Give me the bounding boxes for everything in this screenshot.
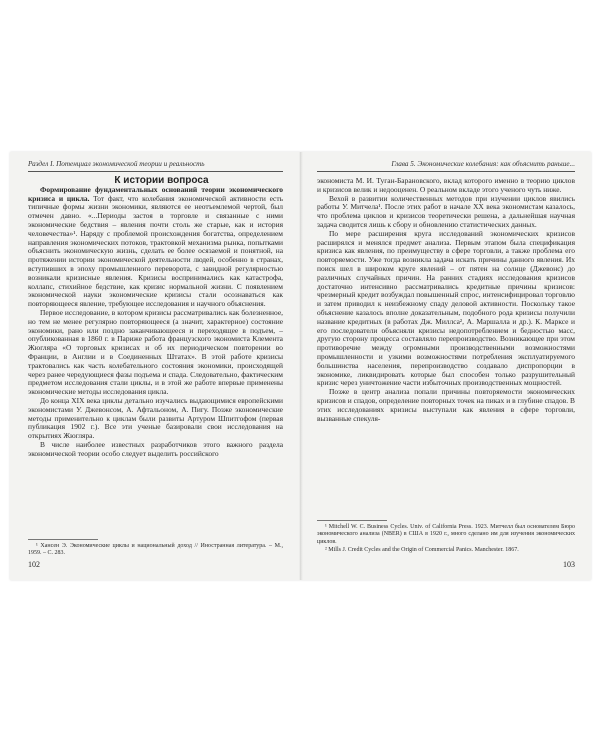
paragraph: Позже в центр анализа попали причины повторяемости экономических кризисов и спадов, определение повторных точек на пиках и в глубине спадов. В этих исследованиях кризисы выступали как явления в сфере торговли, вызванные спекуля- [317, 387, 575, 423]
right-page [303, 152, 591, 580]
running-head-right: Глава 5. Экономические колебания: как объяснить раньше... [391, 160, 575, 168]
footnote-rule-left [28, 539, 98, 540]
footnote: ² Mills J. Credit Cycles and the Origin of Commercial Panics. Manchester. 1867. [325, 547, 519, 554]
footnotes-right [317, 524, 575, 556]
footnote: ¹ Хансен Э. Экономические циклы и национальный доход // Иностранная литература. – М., 1959. – С. 283. [28, 543, 283, 557]
header-rule-right [317, 171, 575, 172]
right-text-column [317, 177, 575, 423]
lead-phrase: Формирование фундаментальных оснований теории экономического кризиса и цикла. [28, 184, 283, 203]
footnotes-left [28, 543, 283, 559]
book-spread [10, 152, 591, 580]
left-text-column [28, 177, 283, 459]
footnote: ¹ Mitchell W. C. Business Cycles. Univ. of California Press. 1923. Митчелл был основателем Бюро экономического анализа (NBER) в США в 1920 г., много сделано им для изучения экономических циклов. [317, 524, 575, 545]
paragraph: До конца XIX века циклы детально изучались выдающимися европейскими экономистами У. Джевонсом, А. Афтальоном, А. Пигу. Позже экономические методы применительно к циклам были развиты Артуром Шпитгофом (первая публикация 1902 г.). Все эти ученые базировали свои исследования на открытиях Жюгляра. [28, 395, 283, 441]
paragraph: По мере расширения круга исследований экономических кризисов расширялся и менялся предмет анализа. Первым этапом была спецификация кризиса как явления, по преимуществу в сфере торговли, а также проблема его повторяемости. Уже тогда возникла задача искать причины данного явления. Их поиск шел в широком круге явлений – от пятен на солнце (Джевонс) до различных случайных причин. На ранних стадиях исследования кризисов достаточно интенсивно рассматривались кредитные причины кризисов: чрезмерный кредит возбуждал повышенный спрос, интенсифицировал торговлю и затем приводил к неизбежному спаду деловой активности. Поскольку такое объяснение казалось вполне доказательным, подобного рода кризисы получили название кредитных (в работах Дж. Миллса², А. Маршалла и др.). К. Марксе и его последователи объясняли кризисы недопотреблением и бедностью масс, другую сторону процесса составляло перепроизводство. Возникающее при этом противоречие между огромными производственными возможностями промышленности и узкими возможностями потребления эксплуатируемого большинства населения, перепроизводство создавало диспропорции в экономике, ликвидировать которые был способен только разрушительный кризис через уничтожение части избыточных производственных мощностей. [317, 228, 575, 388]
paragraph [28, 186, 283, 309]
page-number-left: 102 [28, 560, 40, 569]
paragraph: Вехой в развитии количественных методов при изучении циклов явились работы У. Митчела¹. После этих работ в начале XX века экономистам казалось, что проблема циклов и кризисов теоретически решена, а дальнейшая научная задача сводится лишь к сбору и обновлению статистических данных. [317, 193, 575, 229]
paragraph: В числе наиболее известных разработчиков этого важного раздела экономической теории особо следует выделить российского [28, 439, 283, 458]
header-rule-left [28, 171, 283, 172]
footnote-rule-right [317, 520, 387, 521]
paragraph: экономиста М. И. Туган-Барановского, вклад которого именно в теорию циклов и кризисов велик и недооценен. О реальном вкладе этого ученого чуть ниже. [317, 176, 575, 194]
section-title: К истории вопроса [114, 175, 209, 186]
page-number-right: 103 [563, 560, 575, 569]
running-head-left: Раздел I. Потенциал экономической теории и реальность [28, 160, 205, 168]
paragraph-text: Тот факт, что колебания экономической активности есть типичные формы жизни экономики, являются ее неотъемлемой чертой, был отмечен давно. «...Периоды застоя в торговле и связанные с ними экономические бедствия – явления почти столь же старые, как и история человечества»¹. Наряду с проблемой происхождения богатства, определением направления экономических потоков, трактовкой механизма рынка, попытками объяснить экономическую жизнь, сделать ее более осязаемой и понятной, на протяжении истории экономической деятельности людей, особенно в странах, вступивших в эпоху промышленного переворота, с завидной регулярностью возникали кризисные явления. Кризисы воспринимались как катастрофа, коллапс, стихийное бедствие, как кризис нормальной жизни. С появлением экономической науки экономические кризисы стали осознаваться как повторяющееся явление, требующее исследования и научного объяснения. [28, 193, 284, 309]
left-page [10, 152, 299, 580]
paragraph: Первое исследование, в котором кризисы рассматривались как болезненное, но тем не менее регулярно повторяющееся (а значит, характерное) состояние экономики, рано или поздно заканчивающееся и переходящее в подъем, – опубликованная в 1860 г. в Париже работа французского экономиста Клемента Жюгляра «О торговых кризисах и об их периодическом повторении во Франции, в Англии и в Соединенных Штатах». В этой работе кризисы трактовались как часть колебательного состояния экономики, происходящей через ранее чередующиеся фазы подъема и спада. Следовательно, фактическим предметом исследования стали циклы, и в этой же работе впервые применены экономические методы исследования цикла. [28, 307, 283, 397]
